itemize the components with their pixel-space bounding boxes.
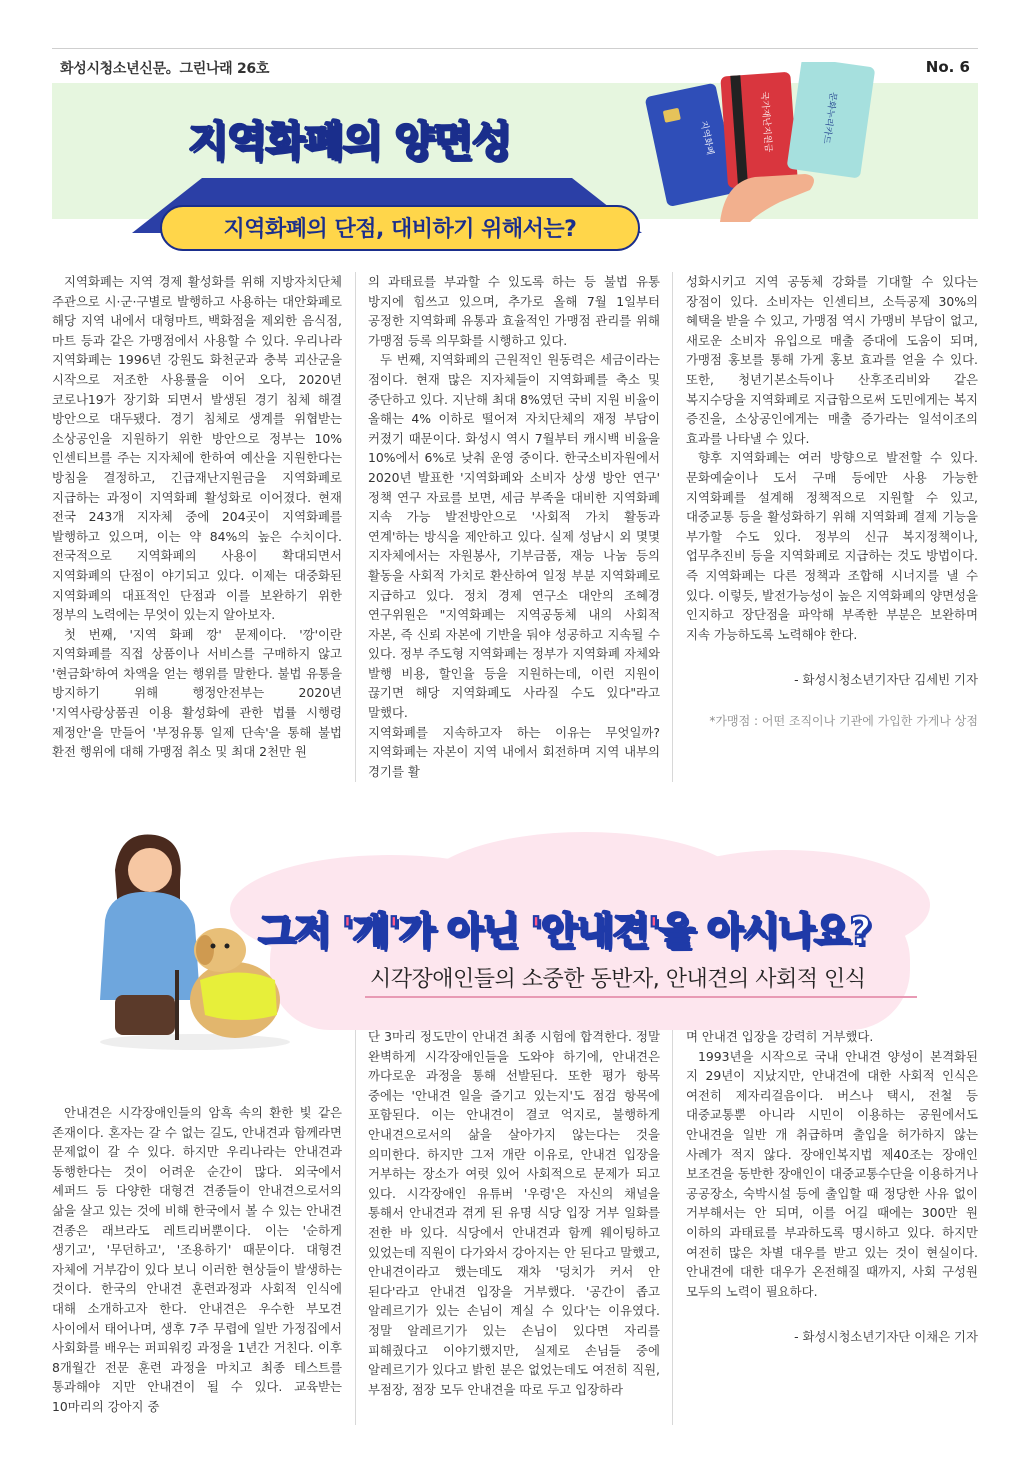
article2-col3-paragraph: 며 안내견 입장을 강력히 거부했다.: [686, 1029, 874, 1044]
payment-cards-illustration: [640, 62, 880, 222]
article1-col2-paragraph: 의 과태료를 부과할 수 있도록 하는 등 불법 유통 방지에 힘쓰고 있으며, 추가로 올해 7월 1일부터 공정한 지역화폐 유통과 효율적인 가맹점 관리를 위해 가맹점 등록 의무화를 시행하고 있다.: [368, 274, 660, 348]
article2-subtitle-underline: [365, 996, 917, 998]
article1-col1-paragraph: 지역화폐는 지역 경제 활성화를 위해 지방자치단체 주관으로 시·군·구별로 발행하고 사용하는 대안화폐로 해당 지역 내에서 대형마트, 백화점을 제외한 음식점, 마트 등과 같은 가맹점에서 사용할 수 있다. 우리나라 지역화폐는 1996년 강원도 화천군과 충북 괴산군을 시작으로 저조한 사용률을 이어 오다, 2020년 코로나19가 장기화 되면서 발생된 경기 침체 해결 방안으로 대두됐다. 경기 침체로 생계를 위협받는 소상공인을 지원하기 위한 방안으로 정부는 10% 인센티브를 주는 지자체에 한하여 예산을 지원한다는 방침을 결정하고, 긴급재난지원금을 지역화폐로 지급하는 과정이 지역화폐 활성화로 이어졌다. 현재 전국 243개 지자체 중에 204곳이 지역화폐를 발행하고 있으며, 이는 약 84%의 높은 수치이다. 전국적으로 지역화폐의 사용이 확대되면서 지역화폐의 단점이 야기되고 있다. 이제는 대중화된 지역화폐의 대표적인 단점과 이를 보완하기 위한 정부의 노력에는 무엇이 있는지 알아보자.: [52, 274, 342, 623]
card-teal: [787, 62, 876, 179]
article1-col2-paragraph: 두 번째, 지역화폐의 근원적인 원동력은 세금이라는 점이다. 현재 많은 지자체들이 지역화폐를 축소 및 중단하고 있다. 지난해 최대 8%였던 국비 지원 비율이 올해는 4% 이하로 떨어져 자치단체의 재정 부담이 커졌기 때문이다. 화성시 역시 7월부터 캐시백 비율을 10%에서 6%로 낮춰 운영 중이다. 한국소비자원에서 2020년 발표한 '지역화폐와 소비자 상생 방안 연구' 정책 연구 자료를 보면, 세금 부족을 대비한 지역화폐 지속 가능 발전방안으로 '사회적 가치 활동과 연계'하는 방식을 제안하고 있다. 실제 성남시 외 몇몇 지자체에서는 자원봉사, 기부금품, 재능 나눔 등의 활동을 사회적 가치로 환산하여 일정 부분 지역화폐로 지급하고 있다. 정치 경제 연구소 대안의 조혜경 연구위원은 "지역화폐는 지역공동체 내의 사회적 자본, 즉 신뢰 자본에 기반을 둬야 성공하고 지속될 수 있다. 정부 주도형 지역화폐는 정부가 지역화폐 자체와 발행 비용, 할인율 등을 지원하는데, 이런 지원이 끊기면 해당 지역화폐도 사라질 수도 있다"라고 말했다.: [368, 352, 660, 721]
article2-column-1: [52, 1103, 342, 1417]
article1-col2-paragraph: 지역화폐를 지속하고자 하는 이유는 무엇일까? 지역화폐는 자본이 지역 내에서 회전하며 지역 내부의 경기를 활: [368, 724, 660, 779]
article2-column-3: [686, 1027, 978, 1347]
paper-name: 화성시청소년신문。그린나래 26호: [60, 61, 270, 77]
column-divider: [355, 1030, 356, 1425]
article2-subtitle: 시각장애인들의 소중한 동반자, 안내견의 사회적 인식: [370, 967, 866, 992]
column-divider: [355, 272, 356, 782]
issue-number: No. 6: [925, 58, 970, 76]
article2-byline: - 화성시청소년기자단 이채은 기자: [794, 1329, 978, 1345]
article1-byline: - 화성시청소년기자단 김세빈 기자: [794, 672, 978, 688]
card-label-2: 국가재난지원금: [758, 91, 773, 153]
article2-column-2: [368, 1027, 660, 1399]
article1-column-1: [52, 272, 342, 762]
article1-title: 지역화폐의 양면성: [188, 117, 511, 165]
article1-col1-paragraph: 첫 번째, '지역 화폐 깡' 문제이다. '깡'이란 지역화폐를 직접 상품이나 서비스를 구매하지 않고 '현금화'하여 차액을 얻는 행위를 말한다. 불법 유통을 방지하기 위해 행정안전부는 2020년 '지역사랑상품권 이용 활성화에 관한 법률 시행령 제정안'을 만들어 '부정유통 일제 단속'을 통해 불법 환전 행위에 대해 가맹점 취소 및 최대 2천만 원: [52, 626, 342, 760]
title-part: 을 아시나요?: [658, 909, 871, 953]
title-highlight: '개': [341, 909, 399, 953]
article1-column-2: [368, 272, 660, 781]
article2-col1-paragraph: 안내견은 시각장애인들의 암흑 속의 환한 빛 같은 존재이다. 혼자는 갈 수 없는 길도, 안내견과 함께라면 문제없이 갈 수 있다. 하지만 우리나라는 안내견과 동행한다는 것이 어려운 순간이 많다. 외국에서 셰퍼드 등 다양한 대형견 견종들이 안내견으로서의 삶을 살고 있는 것에 비해 한국에서 볼 수 있는 안내견 견종은 래브라도 레트리버뿐이다. 이는 '순하게 생기고', '무던하고', '조용하기' 때문이다. 대형견 자체에 거부감이 있다 보니 이러한 현상들이 발생하는 것이다. 한국의 안내견 훈련과정과 사회적 인식에 대해 소개하고자 한다. 안내견은 우수한 부모견 사이에서 태어나며, 생후 7주 무렵에 일반 가정집에서 사회화를 배우는 퍼피워킹 과정을 1년간 거친다. 이후 8개월간 전문 훈련 과정을 마치고 최종 테스트를 통과해야 지만 안내견이 될 수 있다. 교육받는 10마리의 강아지 중: [52, 1105, 342, 1414]
article2-title: [258, 900, 870, 955]
top-rule: [52, 48, 978, 49]
article2-col2-paragraph: 단 3마리 정도만이 안내견 최종 시험에 합격한다. 정말 완벽하게 시각장애인들을 도와야 하기에, 안내견은 까다로운 과정을 통해 선발된다. 또한 평가 항목 중에는 '안내견 일을 즐기고 있는지'도 점검 항목에 포함된다. 이는 안내견이 결코 억지로, 불행하게 안내견으로서의 삶을 살아가지 않는다는 것을 의미한다. 하지만 그저 개란 이유로, 안내견 입장을 거부하는 장소가 여럿 있어 사회적으로 문제가 되고 있다. 시각장애인 유튜버 '우령'은 자신의 채널을 통해서 안내견과 겪게 된 유명 식당 입장 거부 일화를 전한 바 있다. 식당에서 안내견과 함께 웨이팅하고 있었는데 직원이 다가와서 강아지는 안 된다고 말했고, 안내견이라고 했는데도 재차 '덩치가 커서 안 된다'라고 안내견 입장을 거부했다. '공간이 좁고 알레르기가 있는 손님이 계실 수 있다'는 이유였다. 정말 알레르기가 있는 손님이 있다면 자리를 피해줬다고 이야기했지만, 실제로 손님들 중에 알레르기가 있다고 밝힌 분은 없었는데도 여전히 직원, 부점장, 점장 모두 안내견을 따로 두고 입장하라: [368, 1029, 660, 1397]
title-part: 가 아닌: [398, 909, 531, 953]
title-part: 그저: [258, 909, 342, 953]
column-divider: [672, 272, 673, 782]
column-divider: [672, 1030, 673, 1425]
article1-col3-paragraph: 성화시키고 지역 공동체 강화를 기대할 수 있다는 장점이 있다. 소비자는 인센티브, 소득공제 30%의 혜택을 받을 수 있고, 가맹점 역시 가맹비 부담이 없고, 새로운 소비자 유입으로 매출 증대에 도움이 되며, 가맹점 홍보를 통해 가게 홍보 효과를 얻을 수 있다. 또한, 청년기본소득이나 산후조리비와 같은 복지수당을 지역화폐로 지급함으로써 도민에게는 복지 증진을, 소상공인에게는 매출 증가라는 일석이조의 효과를 나타낼 수 있다.: [686, 274, 978, 446]
article1-subtitle: 지역화폐의 단점, 대비하기 위해서는?: [223, 217, 577, 242]
article1-col3-paragraph: 향후 지역화폐는 여러 방향으로 발전할 수 있다. 문화예술이나 도서 구매 등에만 사용 가능한 지역화폐를 설계해 정책적으로 지원할 수 있고, 대중교통 등을 활성화하기 위해 지역화폐 결제 기능을 부가할 수도 있다. 정부의 신규 복지정책이나, 업무추진비 등을 지역화폐로 지급하는 것도 방법이다. 즉 지역화폐는 다른 정책과 조합해 시너지를 낼 수 있다. 이렇듯, 발전가능성이 높은 지역화폐의 양면성을 인지하고 장단점을 파악해 부족한 부분은 보완하며 지속 가능하도록 노력해야 한다.: [686, 450, 978, 642]
article2-col3-paragraph: 1993년을 시작으로 국내 안내견 양성이 본격화된 지 29년이 지났지만, 안내견에 대한 사회적 인식은 여전히 제자리걸음이다. 버스나 택시, 전철 등 대중교통뿐 아니라 시민이 이용하는 공원에서도 안내견을 일반 개 취급하며 출입을 허가하지 않는 사례가 적지 않다. 장애인복지법 제40조는 장애인 보조견을 동반한 장애인이 대중교통수단을 이용하거나 공공장소, 숙박시설 등에 출입할 때 정당한 사유 없이 거부해서는 안 되며, 이를 어길 때에는 300만 원 이하의 과태료를 부과하도록 명시하고 있다. 하지만 여전히 많은 차별 대우를 받고 있는 것이 현실이다. 안내견에 대한 대우가 온전해질 때까지, 사회 구성원 모두의 노력이 필요하다.: [686, 1048, 978, 1299]
title-highlight: '안내견': [530, 909, 659, 953]
article1-footnote: *가맹점 : 어떤 조직이나 기관에 가입한 가게나 상점: [709, 713, 978, 728]
card-label-3: 문화누리카드: [820, 91, 838, 145]
card-label-1: 지역화폐: [697, 119, 715, 157]
article1-column-3: [686, 272, 978, 731]
card-red: [720, 72, 798, 189]
